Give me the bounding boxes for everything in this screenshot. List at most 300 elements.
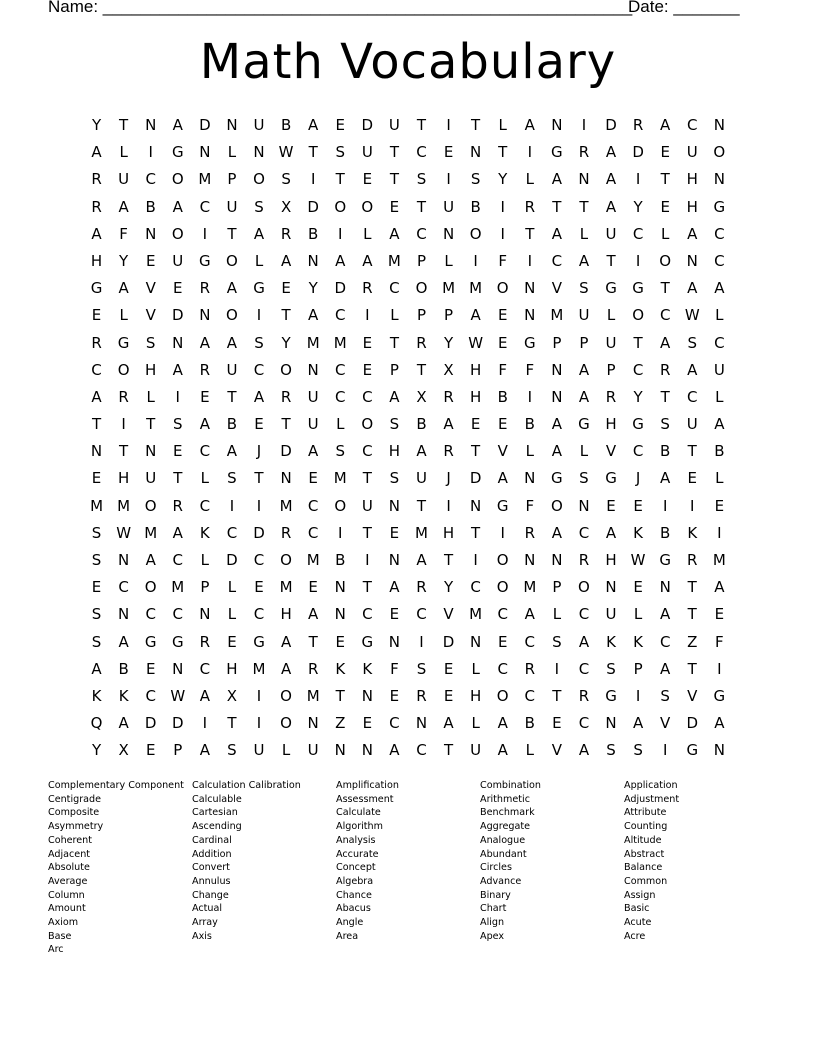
grid-letter: C xyxy=(416,741,427,760)
grid-letter: I xyxy=(500,523,505,542)
grid-letter: M xyxy=(712,551,726,569)
grid-letter: S xyxy=(91,523,102,542)
grid-letter: I xyxy=(175,387,180,406)
grid-letter: O xyxy=(659,251,672,270)
word-search-grid xyxy=(83,114,733,767)
grid-letter: U xyxy=(253,116,265,134)
grid-letter: S xyxy=(416,170,427,189)
word-list-item: Binary xyxy=(480,889,511,901)
grid-letter: N xyxy=(199,605,211,624)
grid-letter: D xyxy=(199,116,211,134)
word-list-item: Acre xyxy=(624,930,646,942)
grid-letter: W xyxy=(630,551,646,569)
grid-letter: N xyxy=(713,741,725,760)
grid-letter: G xyxy=(605,469,617,488)
grid-letter: C xyxy=(578,605,590,624)
grid-letter: O xyxy=(280,714,292,733)
grid-letter: Y xyxy=(308,279,318,298)
grid-letter: C xyxy=(172,551,184,569)
grid-letter: I xyxy=(527,143,532,162)
grid-letter: R xyxy=(91,197,102,216)
grid-letter: S xyxy=(335,442,345,461)
grid-letter: E xyxy=(145,659,156,678)
grid-letter: T xyxy=(227,387,237,406)
grid-letter: T xyxy=(335,686,345,705)
grid-letter: R xyxy=(307,659,319,678)
grid-row xyxy=(83,739,733,766)
word-list-item: Analysis xyxy=(336,834,376,846)
grid-letter: H xyxy=(442,523,455,542)
grid-letter: A xyxy=(308,442,319,461)
page-title: Math Vocabulary xyxy=(199,34,617,90)
grid-letter: C xyxy=(524,686,536,705)
grid-letter: K xyxy=(633,523,644,542)
grid-letter: H xyxy=(686,197,698,216)
grid-letter: E xyxy=(470,415,481,434)
grid-letter: E xyxy=(389,686,400,705)
grid-letter: T xyxy=(606,251,616,270)
grid-letter: L xyxy=(227,605,237,624)
grid-letter: B xyxy=(308,224,319,243)
grid-letter: E xyxy=(254,415,264,434)
grid-letter: N xyxy=(713,170,725,189)
grid-letter: S xyxy=(91,632,102,651)
grid-letter: A xyxy=(253,387,265,406)
grid-letter: U xyxy=(470,741,482,760)
grid-letter: T xyxy=(389,143,399,162)
grid-letter: A xyxy=(687,224,698,243)
grid-letter: R xyxy=(443,387,454,406)
grid-letter: I xyxy=(690,496,695,515)
grid-letter: L xyxy=(498,116,507,134)
grid-letter: S xyxy=(660,415,670,434)
grid-letter: D xyxy=(226,551,238,569)
grid-letter: R xyxy=(578,686,590,705)
word-list-item: Absolute xyxy=(48,862,90,874)
grid-letter: E xyxy=(606,496,616,515)
grid-letter: S xyxy=(552,632,562,651)
grid-letter: L xyxy=(146,387,155,406)
grid-letter: P xyxy=(173,741,183,760)
grid-letter: A xyxy=(551,224,562,243)
grid-letter: H xyxy=(469,387,482,406)
word-column xyxy=(480,779,620,943)
grid-letter: I xyxy=(446,170,451,189)
grid-letter: O xyxy=(361,415,374,434)
word-list-item: Axis xyxy=(192,930,212,942)
word-list-item: Convert xyxy=(192,862,230,874)
grid-letter: H xyxy=(388,442,401,461)
grid-letter: X xyxy=(226,686,238,705)
grid-letter: A xyxy=(605,143,617,162)
grid-letter: T xyxy=(362,523,372,542)
grid-letter: T xyxy=(227,714,237,733)
grid-letter: E xyxy=(443,143,454,162)
grid-letter: N xyxy=(199,143,211,162)
grid-letter: L xyxy=(227,143,237,162)
grid-letter: T xyxy=(308,632,318,651)
grid-letter: Y xyxy=(119,251,129,270)
name-field-label: Name: ________________________________________________________ xyxy=(48,0,633,16)
grid-letter: A xyxy=(578,387,590,406)
grid-letter: T xyxy=(119,442,129,461)
grid-letter: E xyxy=(389,197,400,216)
grid-letter: O xyxy=(496,279,509,298)
grid-letter: V xyxy=(551,741,562,760)
grid-letter: C xyxy=(632,360,644,379)
grid-letter: K xyxy=(118,686,129,705)
grid-letter: F xyxy=(525,360,535,379)
grid-letter: R xyxy=(578,143,590,162)
grid-letter: A xyxy=(578,251,590,270)
word-list-item: Analogue xyxy=(480,834,526,846)
grid-letter: T xyxy=(443,551,454,569)
grid-letter: A xyxy=(172,197,183,216)
grid-letter: A xyxy=(172,360,183,379)
grid-letter: M xyxy=(198,170,212,189)
grid-letter: M xyxy=(144,523,158,542)
grid-row xyxy=(83,277,733,304)
grid-letter: V xyxy=(551,279,562,298)
grid-letter: C xyxy=(687,116,698,134)
grid-letter: T xyxy=(416,496,427,515)
grid-letter: N xyxy=(470,143,482,162)
word-list-item: Calculate xyxy=(336,807,381,819)
grid-row xyxy=(83,250,733,277)
grid-letter: R xyxy=(659,360,671,379)
grid-letter: M xyxy=(415,523,428,542)
grid-letter: A xyxy=(497,741,508,760)
grid-letter: C xyxy=(362,605,373,624)
grid-letter: C xyxy=(199,197,211,216)
grid-letter: I xyxy=(554,659,560,678)
grid-letter: E xyxy=(552,714,562,733)
word-list-item: Annulus xyxy=(192,875,231,887)
grid-letter: P xyxy=(200,578,210,597)
grid-letter: V xyxy=(605,442,617,461)
grid-letter: N xyxy=(551,551,563,569)
grid-letter: A xyxy=(253,224,265,243)
grid-row xyxy=(83,631,733,658)
grid-letter: C xyxy=(335,306,346,325)
grid-letter: L xyxy=(579,224,589,243)
grid-letter: Y xyxy=(91,116,102,134)
grid-letter: A xyxy=(714,578,725,597)
grid-letter: A xyxy=(605,523,617,542)
grid-letter: A xyxy=(91,143,102,162)
grid-letter: N xyxy=(280,469,292,488)
grid-letter: I xyxy=(256,686,262,705)
word-list-item: Chart xyxy=(480,903,507,915)
grid-letter: O xyxy=(713,143,726,162)
grid-letter: R xyxy=(172,496,183,515)
grid-letter: T xyxy=(91,415,102,434)
grid-letter: D xyxy=(280,442,292,461)
grid-letter: L xyxy=(254,251,264,270)
grid-letter: O xyxy=(144,496,157,515)
grid-letter: S xyxy=(687,333,698,352)
grid-letter: A xyxy=(199,415,210,434)
grid-letter: O xyxy=(496,686,509,705)
grid-letter: E xyxy=(443,686,454,705)
grid-letter: O xyxy=(280,360,292,379)
grid-letter: A xyxy=(118,632,129,651)
grid-letter: B xyxy=(226,415,238,434)
grid-letter: B xyxy=(714,442,725,461)
grid-row xyxy=(83,196,733,223)
grid-letter: O xyxy=(226,251,238,270)
grid-letter: A xyxy=(687,360,698,379)
grid-letter: F xyxy=(390,659,399,678)
grid-letter: A xyxy=(714,714,725,733)
grid-letter: T xyxy=(525,224,535,243)
word-list-item: Assessment xyxy=(336,793,394,805)
grid-letter: N xyxy=(199,306,211,325)
grid-letter: P xyxy=(606,360,616,379)
grid-letter: U xyxy=(307,387,319,406)
grid-letter: B xyxy=(280,116,292,134)
grid-letter: K xyxy=(199,523,210,542)
grid-letter: A xyxy=(199,686,210,705)
grid-letter: A xyxy=(199,741,210,760)
grid-letter: R xyxy=(91,170,102,189)
grid-letter: O xyxy=(280,551,292,569)
grid-letter: A xyxy=(578,360,590,379)
grid-letter: M xyxy=(279,578,293,597)
grid-letter: I xyxy=(473,551,478,569)
grid-row xyxy=(83,467,733,494)
grid-row xyxy=(83,386,733,413)
grid-letter: M xyxy=(333,469,347,488)
grid-letter: A xyxy=(91,659,102,678)
grid-letter: T xyxy=(308,143,318,162)
grid-row xyxy=(83,223,733,250)
word-list-item: Abundant xyxy=(480,848,527,860)
grid-letter: A xyxy=(551,170,562,189)
grid-letter: K xyxy=(606,632,616,651)
grid-letter: E xyxy=(687,469,697,488)
grid-letter: U xyxy=(713,360,725,379)
grid-letter: R xyxy=(199,279,211,298)
grid-letter: L xyxy=(715,469,724,488)
grid-letter: N xyxy=(551,387,563,406)
grid-letter: U xyxy=(388,116,400,134)
grid-letter: N xyxy=(118,605,130,624)
grid-letter: G xyxy=(578,415,590,434)
grid-letter: I xyxy=(662,496,668,515)
grid-letter: R xyxy=(524,523,535,542)
grid-row xyxy=(83,440,733,467)
grid-letter: U xyxy=(226,360,238,379)
grid-letter: C xyxy=(199,496,211,515)
grid-letter: I xyxy=(717,659,722,678)
grid-letter: U xyxy=(361,496,373,515)
grid-letter: N xyxy=(605,714,617,733)
grid-letter: S xyxy=(91,605,102,624)
grid-letter: G xyxy=(523,333,536,352)
grid-letter: O xyxy=(144,578,157,597)
grid-letter: N xyxy=(551,360,563,379)
grid-letter: T xyxy=(416,360,427,379)
grid-letter: H xyxy=(686,170,698,189)
grid-letter: L xyxy=(390,306,399,325)
word-list-item: Align xyxy=(480,917,505,929)
grid-letter: O xyxy=(496,551,509,569)
grid-letter: Y xyxy=(443,333,454,352)
grid-letter: C xyxy=(551,251,563,270)
word-list-item: Common xyxy=(624,875,668,887)
word-list-item: Area xyxy=(336,930,359,942)
grid-letter: T xyxy=(660,170,670,189)
grid-letter: T xyxy=(227,224,237,243)
grid-letter: L xyxy=(471,659,480,678)
grid-letter: C xyxy=(389,714,400,733)
grid-letter: S xyxy=(579,469,589,488)
grid-letter: E xyxy=(227,632,237,651)
grid-letter: M xyxy=(387,251,401,270)
grid-letter: U xyxy=(605,224,617,243)
grid-letter: E xyxy=(91,469,102,488)
grid-letter: L xyxy=(444,251,453,270)
grid-letter: R xyxy=(524,659,535,678)
grid-letter: G xyxy=(144,632,157,651)
word-list-item: Array xyxy=(192,917,218,929)
grid-letter: O xyxy=(117,360,130,379)
grid-letter: S xyxy=(173,415,183,434)
grid-letter: G xyxy=(713,197,726,216)
grid-letter: T xyxy=(498,143,508,162)
grid-letter: R xyxy=(280,224,292,243)
grid-letter: A xyxy=(226,333,238,352)
grid-letter: O xyxy=(361,197,374,216)
word-list-item: Balance xyxy=(624,862,663,874)
grid-letter: N xyxy=(334,578,346,597)
grid-letter: E xyxy=(254,578,264,597)
grid-letter: T xyxy=(281,306,291,325)
grid-letter: G xyxy=(496,496,509,515)
grid-letter: N xyxy=(551,116,563,134)
grid-letter: K xyxy=(633,632,644,651)
grid-letter: I xyxy=(121,415,126,434)
grid-letter: N xyxy=(90,442,103,461)
grid-letter: N xyxy=(578,170,590,189)
grid-letter: L xyxy=(525,170,534,189)
grid-letter: P xyxy=(579,333,589,352)
grid-letter: M xyxy=(523,578,537,597)
grid-letter: T xyxy=(471,523,481,542)
grid-letter: I xyxy=(365,306,370,325)
grid-letter: S xyxy=(335,143,345,162)
grid-letter: A xyxy=(280,251,292,270)
grid-letter: T xyxy=(687,605,697,624)
grid-letter: H xyxy=(145,360,157,379)
grid-letter: G xyxy=(551,469,563,488)
grid-letter: N xyxy=(659,578,671,597)
grid-letter: S xyxy=(227,469,237,488)
grid-letter: T xyxy=(687,659,697,678)
grid-letter: C xyxy=(145,605,156,624)
grid-letter: C xyxy=(687,387,698,406)
grid-letter: N xyxy=(524,306,536,325)
grid-letter: C xyxy=(362,442,373,461)
grid-letter: K xyxy=(362,659,373,678)
grid-letter: N xyxy=(307,714,319,733)
grid-letter: A xyxy=(660,333,671,352)
grid-letter: N xyxy=(118,551,130,569)
grid-letter: G xyxy=(117,333,130,352)
word-column xyxy=(624,779,764,943)
grid-letter: R xyxy=(416,333,427,352)
grid-letter: S xyxy=(227,741,237,760)
word-list-item: Asymmetry xyxy=(48,821,104,833)
grid-letter: B xyxy=(660,523,671,542)
grid-letter: A xyxy=(389,741,400,760)
grid-letter: P xyxy=(444,306,454,325)
grid-letter: U xyxy=(307,741,319,760)
grid-letter: N xyxy=(253,143,265,162)
grid-letter: A xyxy=(443,415,454,434)
grid-letter: G xyxy=(361,632,374,651)
grid-row xyxy=(83,413,733,440)
grid-letter: I xyxy=(635,251,641,270)
grid-letter: A xyxy=(470,306,481,325)
grid-letter: J xyxy=(635,469,641,488)
grid-letter: Y xyxy=(633,197,643,216)
grid-letter: A xyxy=(660,469,671,488)
grid-letter: E xyxy=(389,523,400,542)
grid-letter: U xyxy=(578,306,590,325)
grid-letter: E xyxy=(200,387,210,406)
grid-letter: E xyxy=(660,143,670,162)
grid-letter: U xyxy=(361,143,373,162)
grid-letter: I xyxy=(148,143,153,162)
grid-letter: I xyxy=(338,523,343,542)
grid-letter: U xyxy=(253,741,265,760)
grid-letter: R xyxy=(416,578,427,597)
grid-letter: T xyxy=(389,333,399,352)
grid-letter: E xyxy=(145,741,156,760)
grid-letter: H xyxy=(90,251,103,270)
grid-letter: E xyxy=(362,170,373,189)
grid-letter: N xyxy=(686,251,698,270)
grid-letter: L xyxy=(363,224,372,243)
grid-letter: A xyxy=(551,523,562,542)
grid-letter: E xyxy=(714,496,725,515)
grid-letter: L xyxy=(200,551,210,569)
grid-letter: E xyxy=(91,306,102,325)
grid-letter: O xyxy=(171,170,184,189)
grid-letter: T xyxy=(389,170,399,189)
word-list-item: Adjacent xyxy=(48,848,91,860)
grid-letter: E xyxy=(335,632,345,651)
grid-letter: A xyxy=(551,442,562,461)
grid-letter: K xyxy=(687,523,698,542)
grid-letter: U xyxy=(172,251,184,270)
grid-letter: E xyxy=(362,714,373,733)
grid-letter: N xyxy=(172,333,184,352)
grid-letter: I xyxy=(635,170,641,189)
grid-letter: C xyxy=(659,632,671,651)
grid-letter: F xyxy=(715,632,724,651)
grid-letter: V xyxy=(687,686,698,705)
grid-letter: N xyxy=(605,578,617,597)
grid-letter: M xyxy=(117,496,131,515)
grid-letter: J xyxy=(256,442,262,461)
grid-letter: B xyxy=(416,415,427,434)
word-list-item: Chance xyxy=(336,889,372,901)
grid-letter: I xyxy=(202,224,208,243)
grid-row xyxy=(83,332,733,359)
